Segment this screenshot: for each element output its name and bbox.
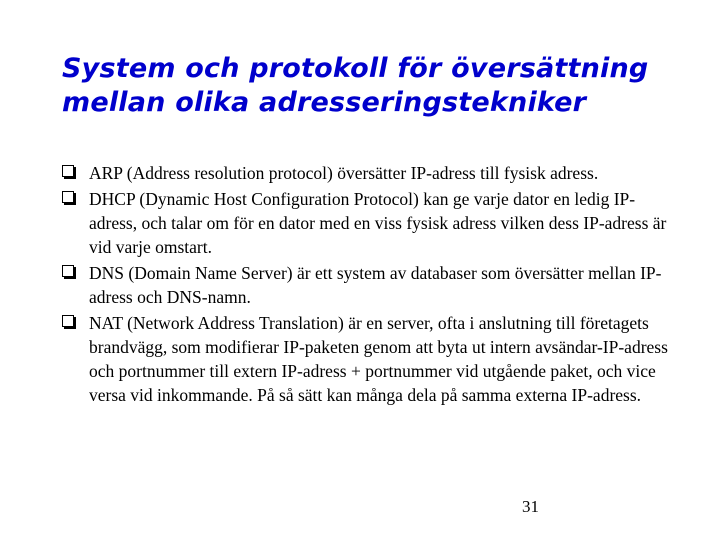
checkbox-bullet-icon (62, 191, 76, 205)
checkbox-bullet-icon (62, 165, 76, 179)
checkbox-bullet-icon (62, 315, 76, 329)
slide-title: System och protokoll för översättning mellan olika adresseringstekniker (62, 53, 649, 118)
bullet-item-nat (62, 311, 672, 407)
bullet-text: DHCP (Dynamic Host Configuration Protocol) kan ge varje dator en ledig IP-adress, och talar om för en dator med en viss fysisk adress vilken dess IP-adress är vid varje omstart. (89, 189, 667, 257)
bullet-text: ARP (Address resolution protocol) översätter IP-adress till fysisk adress. (89, 163, 599, 183)
bullet-text: NAT (Network Address Translation) är en server, ofta i anslutning till företagets brandvägg, som modifierar IP-paketen genom att byta ut intern avsändar-IP-adress och portnummer till extern IP-adress + portnummer vid utgående paket, och vice versa vid inkommande. På så sätt kan många dela på samma externa IP-adress. (89, 313, 668, 405)
checkbox-bullet-icon (62, 265, 76, 279)
bullet-text: DNS (Domain Name Server) är ett system av databaser som översätter mellan IP-adress och DNS-namn. (89, 263, 662, 307)
bullet-list (62, 161, 672, 409)
page-number: 31 (522, 497, 539, 516)
bullet-item-dns (62, 261, 672, 309)
bullet-item-dhcp (62, 187, 672, 259)
bullet-item-arp (62, 161, 672, 185)
